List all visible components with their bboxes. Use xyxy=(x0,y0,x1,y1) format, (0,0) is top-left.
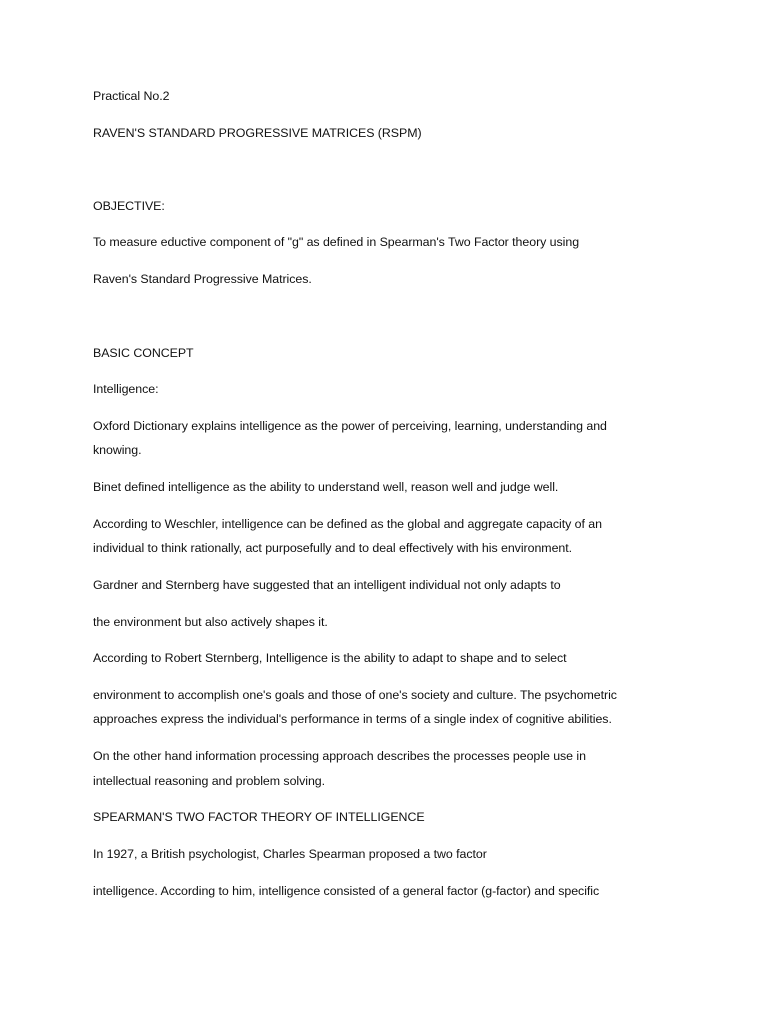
intelligence-heading: Intelligence: xyxy=(93,382,159,396)
spearman-heading: SPEARMAN'S TWO FACTOR THEORY OF INTELLIGENCE xyxy=(93,810,425,824)
basic-concept-heading: BASIC CONCEPT xyxy=(93,346,194,360)
paragraph-line: Binet defined intelligence as the ability to understand well, reason well and judge well. xyxy=(93,480,559,494)
paragraph-line: intelligence. According to him, intelligence consisted of a general factor (g-factor) and specific xyxy=(93,884,600,898)
paragraph-line: knowing. xyxy=(93,443,142,457)
paragraph-line: environment to accomplish one's goals and those of one's society and culture. The psychometric xyxy=(93,688,617,702)
objective-text-line: Raven's Standard Progressive Matrices. xyxy=(93,272,312,286)
paragraph-line: On the other hand information processing approach describes the processes people use in xyxy=(93,749,586,763)
paragraph-line: approaches express the individual's performance in terms of a single index of cognitive abilities. xyxy=(93,712,612,726)
practical-label: Practical No.2 xyxy=(93,89,170,103)
paragraph-line: According to Robert Sternberg, Intelligence is the ability to adapt to shape and to select xyxy=(93,651,567,665)
paragraph-line: Oxford Dictionary explains intelligence as the power of perceiving, learning, understanding and xyxy=(93,419,607,433)
paragraph-line: Gardner and Sternberg have suggested that an intelligent individual not only adapts to xyxy=(93,578,561,592)
document-title: RAVEN'S STANDARD PROGRESSIVE MATRICES (RSPM) xyxy=(93,126,422,140)
objective-text-line: To measure eductive component of "g" as defined in Spearman's Two Factor theory using xyxy=(93,235,580,249)
paragraph-line: the environment but also actively shapes it. xyxy=(93,615,328,629)
objective-heading: OBJECTIVE: xyxy=(93,199,165,213)
paragraph-line: individual to think rationally, act purposefully and to deal effectively with his environment. xyxy=(93,541,573,555)
paragraph-line: According to Weschler, intelligence can be defined as the global and aggregate capacity of an xyxy=(93,517,602,531)
paragraph-line: intellectual reasoning and problem solving. xyxy=(93,774,326,788)
paragraph-line: In 1927, a British psychologist, Charles Spearman proposed a two factor xyxy=(93,847,487,861)
